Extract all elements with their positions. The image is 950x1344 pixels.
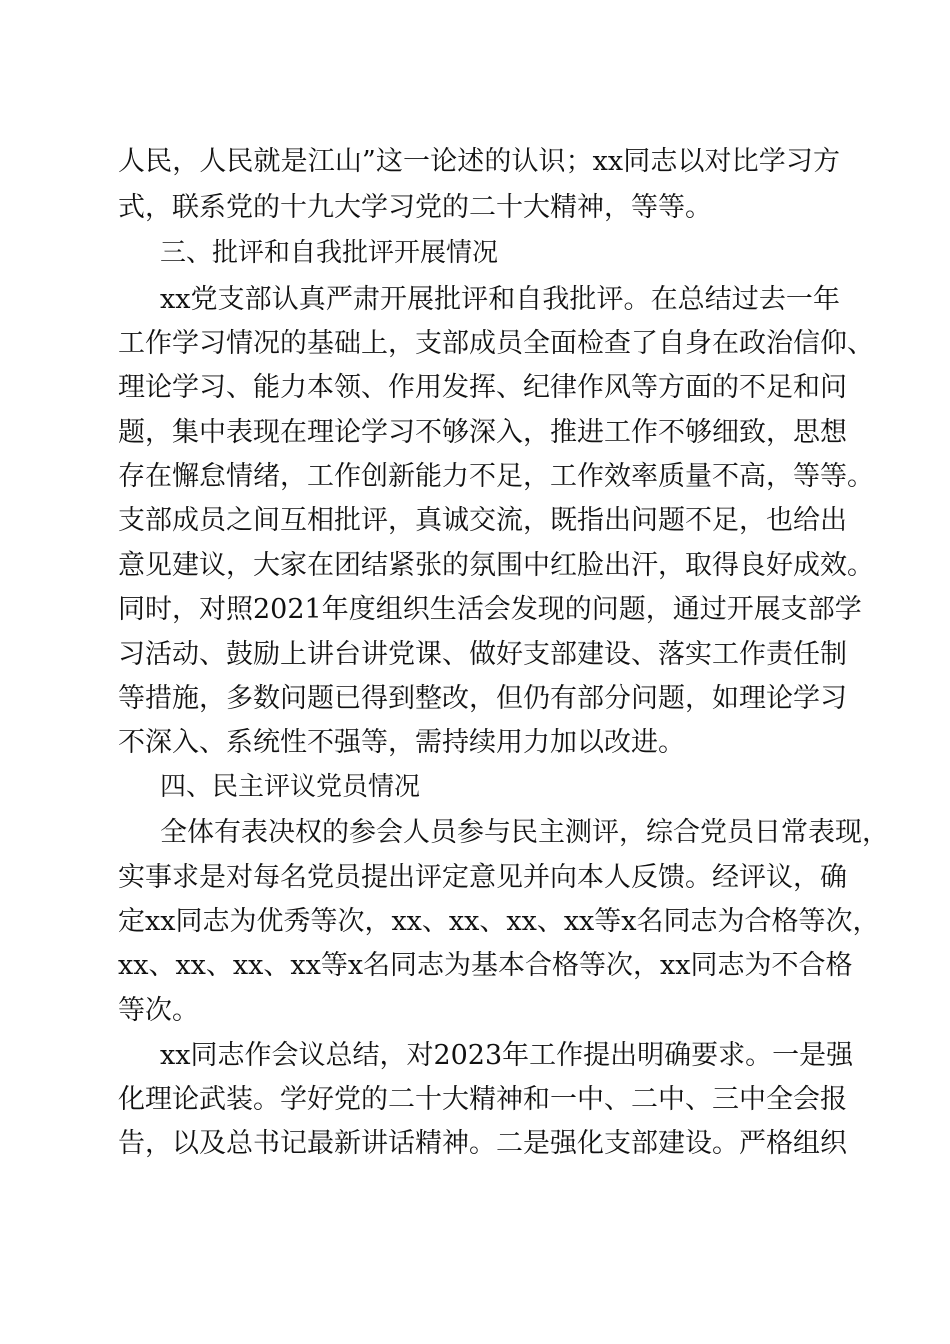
- text-line: 实事求是对每名党员提出评定意见并向本人反馈。经评议，确: [118, 862, 847, 893]
- text-line: 理论学习、能力本领、作用发挥、纪律作风等方面的不足和问: [118, 372, 847, 403]
- text-line: 全体有表决权的参会人员参与民主测评，综合党员日常表现，: [160, 817, 889, 848]
- text-line: 存在懈怠情绪，工作创新能力不足，工作效率质量不高，等等。: [118, 461, 874, 492]
- text-line: 支部成员之间互相批评，真诚交流，既指出问题不足，也给出: [118, 505, 847, 536]
- text-line: 同时，对照2021年度组织生活会发现的问题，通过开展支部学: [118, 594, 862, 625]
- text-line: 题，集中表现在理论学习不够深入，推进工作不够细致，思想: [118, 417, 847, 448]
- text-line: 意见建议，大家在团结紧张的氛围中红脸出汗，取得良好成效。: [118, 550, 874, 581]
- text-line: 化理论武装。学好党的二十大精神和一中、二中、三中全会报: [118, 1084, 847, 1115]
- text-line: xx党支部认真严肃开展批评和自我批评。在总结过去一年: [160, 284, 840, 315]
- text-line: 式，联系党的十九大学习党的二十大精神，等等。: [118, 192, 712, 223]
- text-line: 工作学习情况的基础上，支部成员全面检查了自身在政治信仰、: [118, 328, 874, 359]
- text-line: xx、xx、xx、xx等x名同志为基本合格等次，xx同志为不合格: [118, 950, 853, 981]
- text-line: 告，以及总书记最新讲话精神。二是强化支部建设。严格组织: [118, 1128, 847, 1159]
- text-line: 等次。: [118, 995, 199, 1026]
- section-heading-3: 三、批评和自我批评开展情况: [160, 238, 499, 268]
- text-line: 不深入、系统性不强等，需持续用力加以改进。: [118, 727, 685, 758]
- text-line: 定xx同志为优秀等次，xx、xx、xx、xx等x名同志为合格等次，: [118, 906, 880, 937]
- text-line: xx同志作会议总结，对2023年工作提出明确要求。一是强: [160, 1040, 854, 1071]
- text-line: 人民，人民就是江山”这一论述的认识；xx同志以对比学习方: [118, 146, 840, 177]
- text-line: 等措施，多数问题已得到整改，但仍有部分问题，如理论学习: [118, 683, 847, 714]
- text-line: 习活动、鼓励上讲台讲党课、做好支部建设、落实工作责任制: [118, 639, 847, 670]
- section-heading-4: 四、民主评议党员情况: [160, 772, 421, 802]
